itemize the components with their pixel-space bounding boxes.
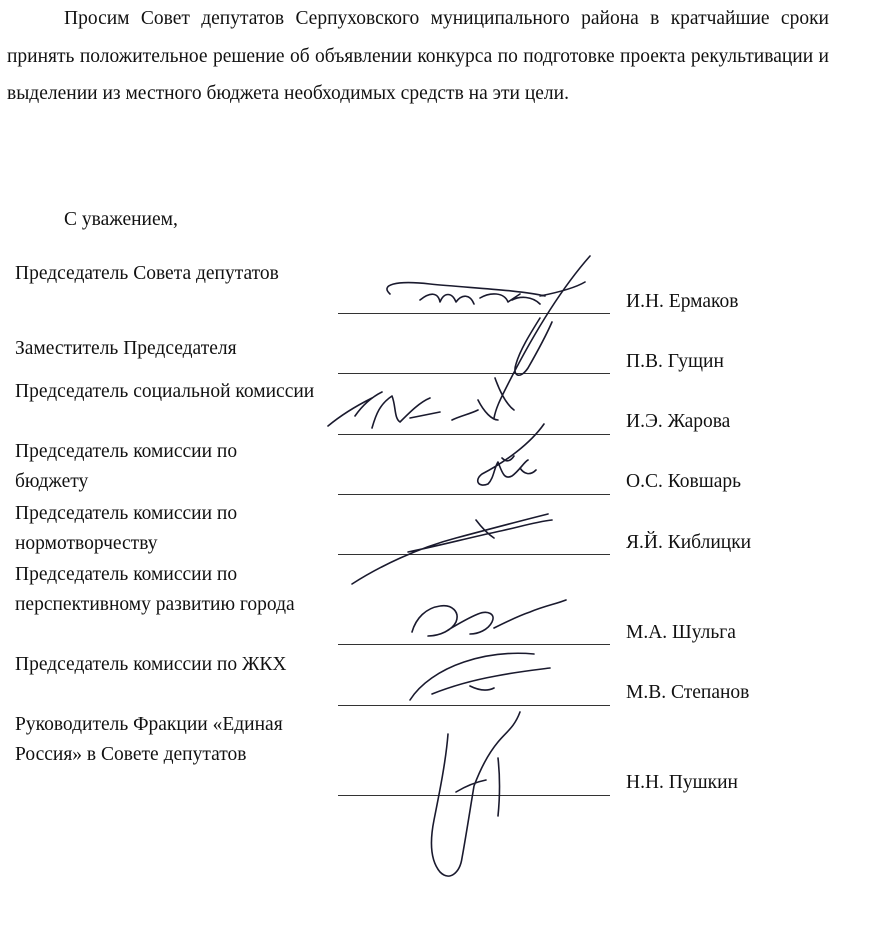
request-paragraph: [7, 0, 829, 113]
signature-2: [478, 256, 590, 420]
signature-line-5: [338, 554, 610, 555]
signature-1: [387, 282, 585, 304]
request-paragraph-text: Просим Совет депутатов Серпуховского муниципального района в кратчайшие сроки принять положительное решение об объявлении конкурса по подготовке проекта рекультивации и выделении из местного бюджета необходимых средств на эти цели.: [7, 8, 829, 104]
signature-line-4: [338, 494, 610, 495]
signatory-name-5: Я.Й. Киблицки: [626, 532, 752, 553]
signature-line-1: [338, 313, 610, 314]
signature-line-2: [338, 373, 610, 374]
signatory-name-2: П.В. Гущин: [626, 351, 724, 372]
signatory-name-8: Н.Н. Пушкин: [626, 772, 738, 793]
greeting: С уважением,: [64, 209, 178, 230]
signature-5: [352, 514, 552, 584]
signatory-title-5: Председатель комиссии по нормотворчеству: [15, 503, 238, 554]
signatory-title-7: Председатель комиссии по ЖКХ: [15, 654, 287, 675]
signature-line-3: [338, 434, 610, 435]
signatory-title-2: Заместитель Председателя: [15, 338, 237, 359]
signatory-name-7: М.В. Степанов: [626, 682, 750, 703]
signatory-title-4: Председатель комиссии по бюджету: [15, 441, 238, 492]
signatory-title-8: Руководитель Фракции «Единая Россия» в Совете депутатов: [15, 714, 283, 765]
signatory-name-6: М.А. Шульга: [626, 622, 736, 643]
signature-line-6: [338, 644, 610, 645]
signature-6: [412, 600, 566, 636]
signatory-title-1: Председатель Совета депутатов: [15, 263, 279, 284]
signature-7: [410, 653, 550, 700]
signatory-title-3: Председатель социальной комиссии: [15, 381, 315, 402]
signatory-name-3: И.Э. Жарова: [626, 411, 731, 432]
signatory-name-4: О.С. Ковшарь: [626, 471, 742, 492]
signature-line-7: [338, 705, 610, 706]
signature-3: [328, 392, 478, 428]
signature-line-8: [338, 795, 610, 796]
signatory-title-6: Председатель комиссии по перспективному развитию города: [15, 564, 295, 615]
signatory-name-1: И.Н. Ермаков: [626, 291, 739, 312]
